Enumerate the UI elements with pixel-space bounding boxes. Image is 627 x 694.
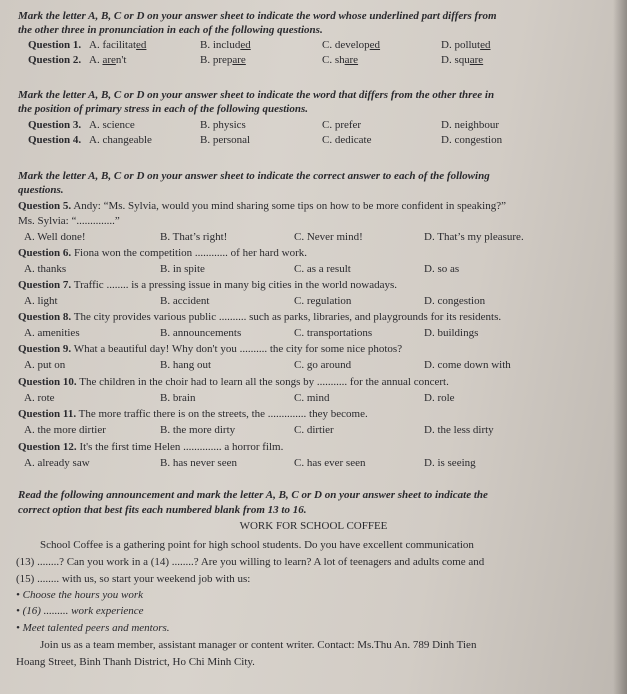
question-5-stem: Question 5. Andy: “Ms. Sylvia, would you mind sharing some tips on how to be more confident in speaking?” xyxy=(18,200,506,212)
question-8-option-a: A. amenities xyxy=(24,327,80,339)
question-7-option-a: A. light xyxy=(24,295,58,307)
question-9-option-b: B. hang out xyxy=(160,359,212,371)
question-7-stem: Question 7. Traffic ........ is a pressing issue in many big cities in the world nowadays. xyxy=(18,279,397,291)
question-3-option-c: C. prefer xyxy=(322,119,362,131)
question-3-label: Question 3. xyxy=(28,119,82,131)
question-6-option-d: D. so as xyxy=(424,263,460,275)
question-4-option-d: D. congestion xyxy=(441,134,503,146)
question-2-option-d: D. square xyxy=(441,54,484,66)
question-8-option-b: B. announcements xyxy=(160,327,242,339)
question-11-option-d: D. the less dirty xyxy=(424,424,494,436)
question-8-stem: Question 8. The city provides various public .......... such as parks, libraries, and playgrounds for its residents. xyxy=(18,311,502,323)
question-6-option-c: C. as a result xyxy=(294,263,351,275)
question-12-option-c: C. has ever seen xyxy=(294,457,366,469)
question-3-option-b: B. physics xyxy=(200,119,246,131)
question-5-stem-reply: Ms. Sylvia: “..............” xyxy=(18,215,120,227)
passage-bullet-3: • Meet talented peers and mentors. xyxy=(16,622,170,634)
question-9-stem: Question 9. What a beautiful day! Why don't you .......... the city for some nice photos? xyxy=(18,343,403,355)
question-10-option-c: C. mind xyxy=(294,392,330,404)
question-12-option-d: D. is seeing xyxy=(424,457,476,469)
passage-bullet-2: • (16) ......... work experience xyxy=(16,605,144,617)
question-11-option-a: A. the more dirtier xyxy=(24,424,106,436)
question-9-option-d: D. come down with xyxy=(424,359,511,371)
passage-paragraph2-line1: Join us as a team member, assistant manager or content writer. Contact: Ms.Thu An. 789 Dinh Tien xyxy=(40,639,477,651)
question-1-option-c: C. developed xyxy=(322,39,381,51)
question-11-option-c: C. dirtier xyxy=(294,424,334,436)
question-1-option-a: A. facilitated xyxy=(89,39,147,51)
question-2-option-b: B. prepare xyxy=(200,54,246,66)
page-edge-shadow xyxy=(613,0,627,694)
question-11-option-b: B. the more dirty xyxy=(160,424,236,436)
question-10-option-a: A. rote xyxy=(24,392,55,404)
passage-paragraph2-line2: Hoang Street, Binh Thanh District, Ho Chi Minh City. xyxy=(16,656,255,668)
question-5-option-a: A. Well done! xyxy=(24,231,86,243)
question-4-option-a: A. changeable xyxy=(89,134,152,146)
question-2-option-c: C. share xyxy=(322,54,359,66)
question-2-option-a: A. aren't xyxy=(89,54,127,66)
question-3-option-d: D. neighbour xyxy=(441,119,500,131)
question-9-option-a: A. put on xyxy=(24,359,66,371)
question-8-option-c: C. transportations xyxy=(294,327,373,339)
question-5-option-d: D. That’s my pleasure. xyxy=(424,231,524,243)
section1-instruction-line1: Mark the letter A, B, C or D on your answer sheet to indicate the word whose underlined part differs from xyxy=(18,10,497,22)
section4-instruction-line1: Read the following announcement and mark the letter A, B, C or D on your answer sheet to indicate the xyxy=(18,489,488,501)
question-9-option-c: C. go around xyxy=(294,359,352,371)
section3-instruction-line1: Mark the letter A, B, C or D on your answer sheet to indicate the correct answer to each of the following xyxy=(18,170,490,182)
passage-bullet-1: • Choose the hours you work xyxy=(16,589,143,601)
passage-paragraph1-line2: (13) ........? Can you work in a (14) ........? Are you willing to learn? A lot of teenagers and adults come and xyxy=(16,556,485,568)
question-4-option-c: C. dedicate xyxy=(322,134,372,146)
question-6-stem: Question 6. Fiona won the competition ............ of her hard work. xyxy=(18,247,308,259)
question-12-option-a: A. already saw xyxy=(24,457,90,469)
question-11-stem: Question 11. The more traffic there is on the streets, the .............. they become. xyxy=(18,408,368,420)
question-6-option-b: B. in spite xyxy=(160,263,205,275)
question-3-option-a: A. science xyxy=(89,119,135,131)
section2-instruction-line1: Mark the letter A, B, C or D on your answer sheet to indicate the word that differs from the other three in xyxy=(18,89,495,101)
passage-title: WORK FOR SCHOOL COFFEE xyxy=(239,520,388,532)
question-4-option-b: B. personal xyxy=(200,134,251,146)
section3-instruction-line2: questions. xyxy=(18,184,64,196)
question-10-stem: Question 10. The children in the choir had to learn all the songs by ........... for the annual concert. xyxy=(18,376,449,388)
question-12-option-b: B. has never seen xyxy=(160,457,237,469)
question-4-label: Question 4. xyxy=(28,134,82,146)
question-12-stem: Question 12. It's the first time Helen .............. a horror film. xyxy=(18,441,284,453)
question-10-option-b: B. brain xyxy=(160,392,196,404)
passage-paragraph1-line3: (15) ........ with us, so start your weekend job with us: xyxy=(16,573,251,585)
section1-instruction-line2: the other three in pronunciation in each of the following questions. xyxy=(18,24,323,36)
question-2-label: Question 2. xyxy=(28,54,82,66)
passage-paragraph1-line1: School Coffee is a gathering point for high school students. Do you have excellent communication xyxy=(40,539,474,551)
question-1-option-b: B. included xyxy=(200,39,251,51)
question-10-option-d: D. role xyxy=(424,392,455,404)
section2-instruction-line2: the position of primary stress in each of the following questions. xyxy=(18,103,309,115)
question-6-option-a: A. thanks xyxy=(24,263,67,275)
section4-instruction-line2: correct option that best fits each numbered blank from 13 to 16. xyxy=(18,504,307,516)
question-1-label: Question 1. xyxy=(28,39,82,51)
question-8-option-d: D. buildings xyxy=(424,327,479,339)
question-1-option-d: D. polluted xyxy=(441,39,491,51)
question-7-option-d: D. congestion xyxy=(424,295,486,307)
question-5-option-c: C. Never mind! xyxy=(294,231,363,243)
question-7-option-c: C. regulation xyxy=(294,295,352,307)
question-5-option-b: B. That’s right! xyxy=(160,231,228,243)
question-7-option-b: B. accident xyxy=(160,295,210,307)
